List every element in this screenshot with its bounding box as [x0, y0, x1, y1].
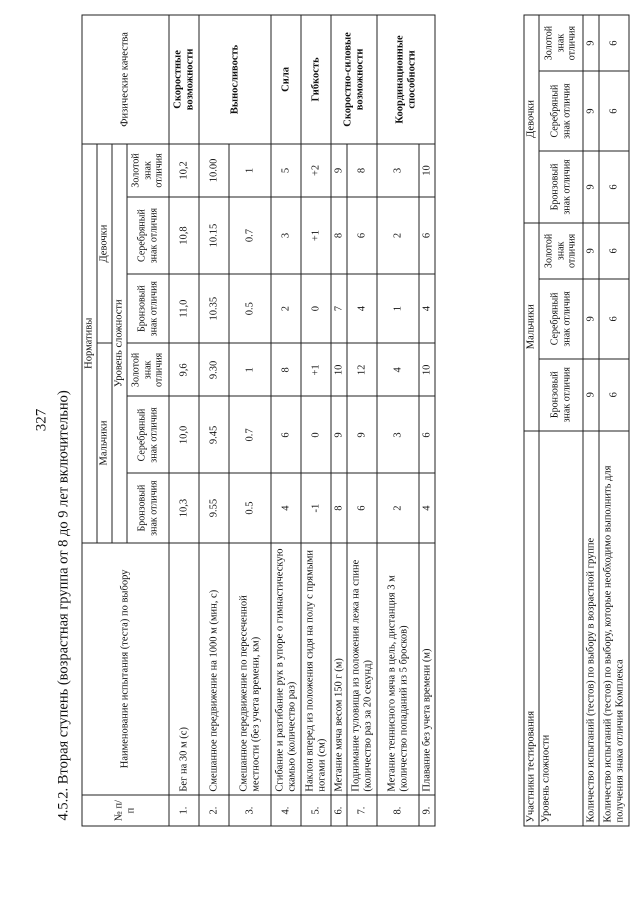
norm-value: 0.7	[229, 397, 271, 474]
norm-value: 4	[377, 343, 419, 396]
norm-value: 11,0	[169, 274, 199, 343]
physical-quality: Скоростно-силовые возможности	[331, 15, 377, 144]
summary-medal: Бронзовый знак отличия	[539, 151, 583, 223]
summary-value: 9	[583, 151, 599, 223]
test-name: Наклон вперед из положения сидя на полу с прямыми ногами (см)	[301, 543, 331, 795]
summary-value: 9	[583, 15, 599, 71]
norm-value: 8	[347, 144, 377, 197]
norm-value: 6	[271, 397, 301, 474]
norm-value: 10.35	[199, 274, 229, 343]
norm-value: 4	[347, 274, 377, 343]
norm-value: 4	[419, 473, 435, 542]
norm-value: 7	[331, 274, 347, 343]
section-title: 4.5.2. Вторая ступень (возрастная группа от 8 до 9 лет включительно)	[55, 390, 72, 821]
norm-value: 9	[347, 397, 377, 474]
summary-value: 6	[599, 223, 629, 279]
test-name: Смешанное передвижение по пересеченной местности (без учета времени, км)	[229, 543, 271, 795]
table-row	[169, 15, 199, 826]
physical-quality: Гибкость	[301, 15, 331, 144]
norm-value: 6	[419, 397, 435, 474]
header-medal: Золотой знак отличия	[127, 343, 169, 396]
norm-value: 10,2	[169, 144, 199, 197]
norm-value: -1	[301, 473, 331, 542]
header-test-name: Наименование испытания (теста) по выбору	[82, 543, 169, 795]
table-row	[271, 15, 301, 826]
norm-value: 10	[331, 343, 347, 396]
norm-value: +2	[301, 144, 331, 197]
norm-value: 0	[301, 397, 331, 474]
test-name: Смешанное передвижение на 1000 м (мин, с)	[199, 543, 229, 795]
test-name: Сгибание и разгибание рук в упоре о гимнастическую скамью (количество раз)	[271, 543, 301, 795]
rotated-content	[26, 0, 640, 843]
test-name: Поднимание туловища из положения лежа на спине (количество раз за 20 секунд)	[347, 543, 377, 795]
table-row	[199, 15, 229, 826]
header-difficulty-level: Уровень сложности	[112, 144, 127, 543]
summary-medal: Бронзовый знак отличия	[539, 359, 583, 431]
test-name: Плавание без учета времени (м)	[419, 543, 435, 795]
header-medal: Серебряный знак отличия	[127, 197, 169, 274]
header-number: № п/п	[82, 795, 169, 826]
summary-value: 9	[583, 279, 599, 359]
summary-medal: Серебряный знак отличия	[539, 279, 583, 359]
table-row	[331, 15, 347, 826]
summary-table	[524, 15, 630, 827]
summary-boys: Мальчики	[524, 223, 539, 431]
norm-value: +1	[301, 343, 331, 396]
norm-value: 10,8	[169, 197, 199, 274]
norm-value: 9.45	[199, 397, 229, 474]
norm-value: 6	[347, 197, 377, 274]
physical-quality: Выносливость	[199, 15, 271, 144]
norm-value: 2	[377, 197, 419, 274]
row-number: 8.	[377, 795, 419, 826]
norm-value: 3	[377, 397, 419, 474]
row-number: 5.	[301, 795, 331, 826]
row-number: 4.	[271, 795, 301, 826]
row-number: 9.	[419, 795, 435, 826]
page-number: 327	[33, 408, 50, 432]
norm-value: 8	[271, 343, 301, 396]
row-number: 2.	[199, 795, 229, 826]
norm-value: 10,0	[169, 397, 199, 474]
physical-quality: Координационные способности	[377, 15, 435, 144]
norm-value: 9,6	[169, 343, 199, 396]
norm-value: 1	[229, 343, 271, 396]
row-number: 1.	[169, 795, 199, 826]
difficulty-level-label: Уровень сложности	[539, 431, 583, 826]
summary-value: 9	[583, 71, 599, 151]
norms-table	[82, 15, 436, 827]
summary-medal: Золотой знак отличия	[539, 15, 583, 71]
table-row	[301, 15, 331, 826]
header-girls: Девочки	[97, 144, 112, 343]
norm-value: 9	[331, 144, 347, 197]
table-row	[377, 15, 419, 826]
table-row	[599, 15, 629, 826]
header-medal: Бронзовый знак отличия	[127, 473, 169, 542]
header-norms: Нормативы	[82, 144, 97, 543]
norm-value: 4	[419, 274, 435, 343]
row-number: 3.	[229, 795, 271, 826]
header-medal: Золотой знак отличия	[127, 144, 169, 197]
norm-value: 1	[229, 144, 271, 197]
physical-quality: Сила	[271, 15, 301, 144]
summary-value: 9	[583, 359, 599, 431]
summary-medal: Серебряный знак отличия	[539, 71, 583, 151]
header-physical-qualities: Физические качества	[82, 15, 169, 144]
norm-value: 0.5	[229, 473, 271, 542]
norm-value: +1	[301, 197, 331, 274]
norm-value: 3	[377, 144, 419, 197]
summary-value: 6	[599, 15, 629, 71]
summary-medal: Золотой знак отличия	[539, 223, 583, 279]
test-name: Метание теннисного мяча в цель, дистанция 3 м (количество попаданий из 5 бросков)	[377, 543, 419, 795]
norm-value: 0.5	[229, 274, 271, 343]
row-number: 6.	[331, 795, 347, 826]
summary-value: 6	[599, 71, 629, 151]
test-name: Метание мяча весом 150 г (м)	[331, 543, 347, 795]
norm-value: 6	[419, 197, 435, 274]
norm-value: 10	[419, 144, 435, 197]
table-row	[583, 15, 599, 826]
test-name: Бег на 30 м (с)	[169, 543, 199, 795]
summary-value: 6	[599, 359, 629, 431]
physical-quality: Скоростные возможности	[169, 15, 199, 144]
summary-girls: Девочки	[524, 15, 539, 223]
norm-value: 2	[377, 473, 419, 542]
norm-value: 9.55	[199, 473, 229, 542]
norm-value: 5	[271, 144, 301, 197]
norm-value: 4	[271, 473, 301, 542]
norm-value: 8	[331, 197, 347, 274]
norm-value: 10,3	[169, 473, 199, 542]
summary-value: 6	[599, 151, 629, 223]
norm-value: 3	[271, 197, 301, 274]
row-number: 7.	[347, 795, 377, 826]
norm-value: 12	[347, 343, 377, 396]
summary-value: 6	[599, 279, 629, 359]
participants-label: Участники тестирования	[524, 431, 539, 826]
norm-value: 2	[271, 274, 301, 343]
summary-row-label: Количество испытаний (тестов) по выбору, которые необходимо выполнить для получения знака отличия Комплекса	[599, 431, 629, 826]
norm-value: 10.00	[199, 144, 229, 197]
norm-value: 8	[331, 473, 347, 542]
norm-value: 0	[301, 274, 331, 343]
norm-value: 9.30	[199, 343, 229, 396]
summary-row-label: Количество испытаний (тестов) по выбору в возрастной группе	[583, 431, 599, 826]
summary-value: 9	[583, 223, 599, 279]
norm-value: 9	[331, 397, 347, 474]
norm-value: 0.7	[229, 197, 271, 274]
header-medal: Бронзовый знак отличия	[127, 274, 169, 343]
norm-value: 10.15	[199, 197, 229, 274]
header-boys: Мальчики	[97, 343, 112, 542]
norm-value: 6	[347, 473, 377, 542]
norm-value: 10	[419, 343, 435, 396]
header-medal: Серебряный знак отличия	[127, 397, 169, 474]
norm-value: 1	[377, 274, 419, 343]
